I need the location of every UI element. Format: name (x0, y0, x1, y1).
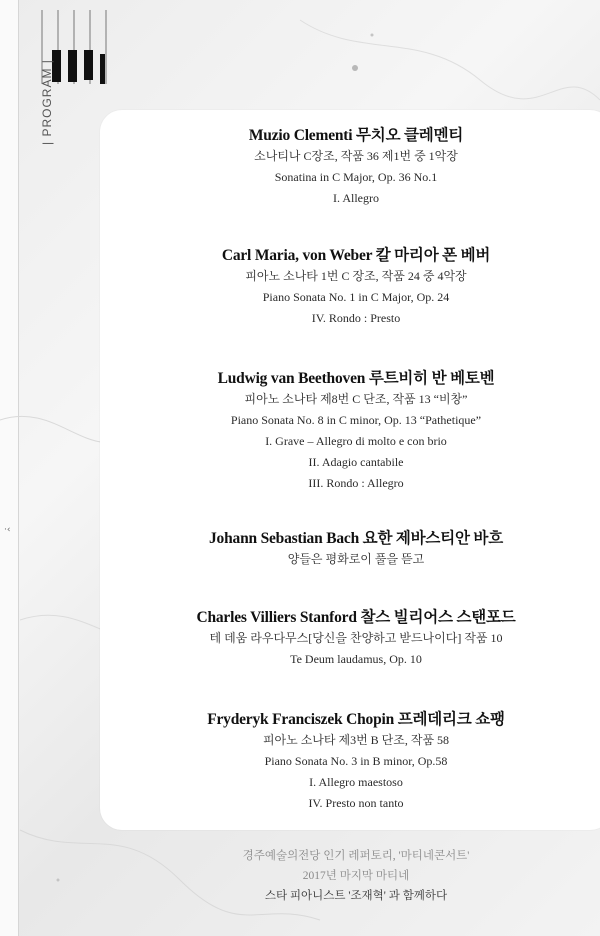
footer (100, 846, 600, 906)
composer-title: Fryderyk Franciszek Chopin 프레데리크 쇼팽 (207, 711, 505, 728)
program-section-stanford (100, 608, 600, 670)
piece-line: II. Adagio cantabile (308, 455, 404, 469)
composer-title: Johann Sebastian Bach 요한 제바스티안 바흐 (209, 530, 503, 547)
piece-line: IV. Presto non tanto (308, 796, 404, 810)
piece-line: I. Grave – Allegro di molto e con brio (265, 434, 447, 448)
program-section-weber (100, 246, 600, 329)
program-section-beethoven (100, 369, 600, 494)
piece-line: IV. Rondo : Presto (311, 311, 401, 325)
piece-line: 테 데움 라우다무스[당신을 찬양하고 받드나이다] 작품 10 (209, 631, 503, 645)
piece-line: 피아노 소나타 제8번 C 단조, 작품 13 “비창” (244, 392, 468, 406)
piece-line: Piano Sonata No. 1 in C Major, Op. 24 (262, 290, 450, 304)
piece-line: Piano Sonata No. 8 in C minor, Op. 13 “Pathetique” (230, 413, 482, 427)
footer-line: 스타 피아니스트 '조재혁' 과 함께하다 (264, 890, 448, 902)
composer-title: Ludwig van Beethoven 루트비히 반 베토벤 (217, 370, 495, 387)
piece-line: I. Allegro (333, 191, 379, 205)
piece-line: Te Deum laudamus, Op. 10 (290, 652, 422, 666)
composer-title: Carl Maria, von Weber 칼 마리아 폰 베버 (221, 247, 491, 264)
piece-line: III. Rondo : Allegro (308, 476, 404, 490)
composer-title: Muzio Clementi 무치오 클레멘티 (248, 127, 464, 144)
piece-line: 양들은 평화로이 풀을 뜯고 (287, 552, 425, 566)
footer-line: 경주예술의전당 인기 레퍼토리, '마티네콘서트' (242, 850, 470, 862)
footer-line: 2017년 마지막 마티네 (302, 870, 410, 882)
piece-line: I. Allegro maestoso (309, 775, 403, 789)
piece-line: 피아노 소나타 제3번 B 단조, 작품 58 (262, 733, 450, 747)
program-section-bach (100, 529, 600, 570)
composer-title: Charles Villiers Stanford 찰스 빌리어스 스탠포드 (196, 609, 516, 626)
program-section-clementi (100, 126, 600, 209)
program-side-label: | PROGRAM | (40, 59, 54, 145)
program-section-chopin (100, 710, 600, 814)
piece-line: Piano Sonata No. 3 in B minor, Op.58 (264, 754, 448, 768)
ink-mark-decoration: ·‹ (4, 525, 11, 535)
piece-line: 소나티나 C장조, 작품 36 제1번 중 1악장 (254, 149, 458, 163)
piece-line: 피아노 소나타 1번 C 장조, 작품 24 중 4악장 (245, 269, 467, 283)
piece-line: Sonatina in C Major, Op. 36 No.1 (274, 170, 438, 184)
